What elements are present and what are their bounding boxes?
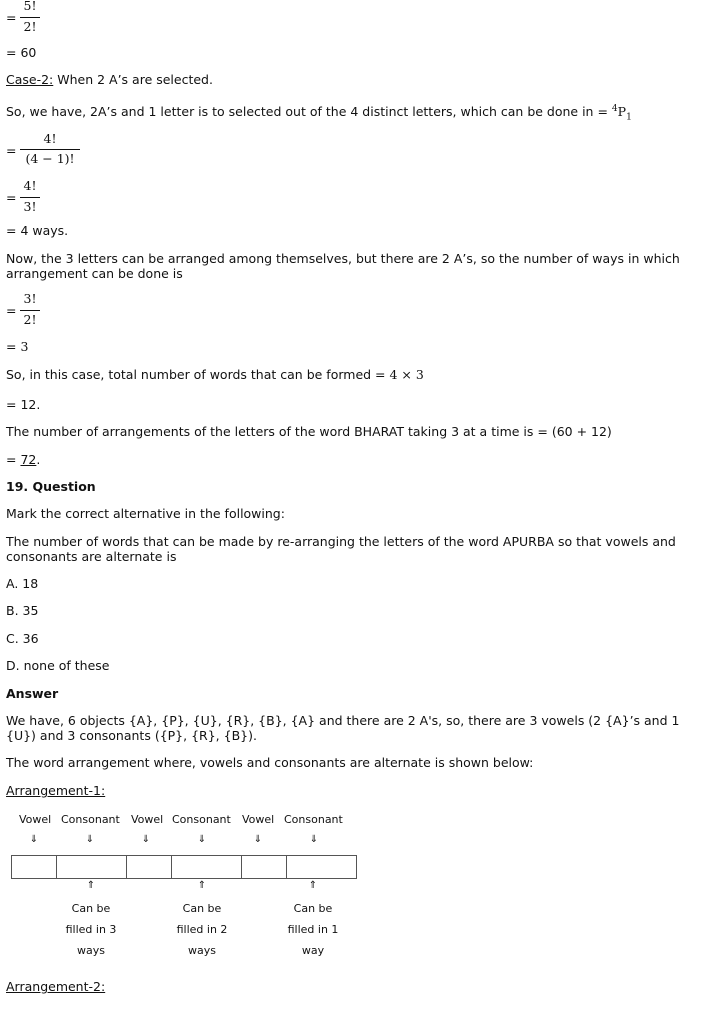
- note-line: Can be: [71, 902, 111, 915]
- fraction-bar: [20, 310, 40, 311]
- denominator: 2!: [23, 312, 37, 327]
- total-words-line: [6, 367, 424, 382]
- result-60: = 60: [6, 45, 37, 60]
- denominator: 3!: [23, 199, 37, 214]
- fraction-4-over-4-minus-1: [6, 130, 86, 170]
- header-consonant-3: Consonant: [284, 813, 343, 826]
- total-text: So, in this case, total number of words that can be formed: [6, 367, 376, 382]
- fraction-bar: [20, 197, 40, 198]
- numerator: 4!: [43, 131, 57, 146]
- header-vowel-3: Vowel: [242, 813, 275, 826]
- down-arrow-icon: ⇓: [197, 834, 207, 845]
- down-arrow-icon: ⇓: [253, 834, 263, 845]
- numerator: 5!: [23, 0, 37, 13]
- option-c: C. 36: [6, 631, 39, 646]
- case2-text: When 2 A’s are selected.: [53, 72, 213, 87]
- option-d: D. none of these: [6, 658, 110, 673]
- down-arrow-icon: ⇓: [29, 834, 39, 845]
- note-line: ways: [188, 944, 216, 957]
- down-arrow-icon: ⇓: [141, 834, 151, 845]
- final-equals: =: [6, 452, 21, 467]
- option-a: A. 18: [6, 576, 39, 591]
- note-line: filled in 3: [65, 923, 117, 936]
- equals-sign: =: [6, 143, 17, 158]
- case2-heading: Case-2:: [6, 72, 54, 87]
- note-consonant-1: [46, 898, 136, 961]
- fraction-3-over-2: [6, 291, 46, 327]
- fraction-bar: [20, 17, 40, 18]
- perm-letter: P: [617, 104, 627, 120]
- up-arrow-icon: ⇑: [308, 880, 318, 891]
- arrangement-text: Now, the 3 letters can be arranged among themselves, but there are 2 A’s, so the number of ways in which arrangement can be done is: [6, 251, 680, 281]
- perm-4p1: [611, 104, 632, 123]
- result-4-ways: = 4 ways.: [6, 223, 69, 238]
- slot-1: [11, 855, 57, 879]
- fraction-bar: [20, 149, 80, 150]
- final-result: [6, 452, 40, 467]
- total-math: = 4 × 3: [375, 367, 424, 382]
- equals-sign: =: [6, 10, 17, 25]
- result-3: = 3: [6, 339, 29, 354]
- note-line: Can be: [293, 902, 333, 915]
- option-b: B. 35: [6, 603, 39, 618]
- header-vowel-1: Vowel: [19, 813, 52, 826]
- down-arrow-icon: ⇓: [85, 834, 95, 845]
- header-vowel-2: Vowel: [131, 813, 164, 826]
- question-text: The number of words that can be made by re-arranging the letters of the word APURBA so that vowels and consonants are alternate is: [6, 534, 676, 564]
- perm-pre: 4: [611, 104, 618, 114]
- note-consonant-3: [268, 898, 358, 961]
- numerator: 4!: [23, 178, 37, 193]
- slot-6: [286, 855, 357, 879]
- case2-line: [6, 72, 213, 87]
- note-line: ways: [77, 944, 105, 957]
- up-arrow-icon: ⇑: [197, 880, 207, 891]
- equals-sign: =: [6, 190, 17, 205]
- slot-row: [12, 855, 357, 879]
- note-consonant-2: [157, 898, 247, 961]
- perm-sub: 1: [626, 112, 632, 123]
- case2-desc-text: So, we have, 2A’s and 1 letter is to selected out of the 4 distinct letters, which can be done in =: [6, 104, 612, 120]
- arrangement-2-title: Arrangement-2:: [6, 979, 106, 994]
- down-arrow-icon: ⇓: [309, 834, 319, 845]
- slot-4: [171, 855, 242, 879]
- slot-2: [56, 855, 127, 879]
- denominator: (4 − 1)!: [25, 151, 75, 166]
- slot-3: [126, 855, 172, 879]
- note-line: way: [301, 944, 325, 957]
- final-value: 72: [20, 452, 37, 467]
- note-line: Can be: [182, 902, 222, 915]
- question-title: 19. Question: [6, 479, 96, 494]
- question-instruction: Mark the correct alternative in the following:: [6, 506, 285, 521]
- slot-5: [241, 855, 287, 879]
- arrangement-1-title: Arrangement-1:: [6, 783, 106, 798]
- note-line: filled in 2: [176, 923, 228, 936]
- case2-description: [6, 102, 632, 126]
- denominator: 2!: [23, 19, 37, 34]
- up-arrow-icon: ⇑: [86, 880, 96, 891]
- result-12: = 12.: [6, 397, 41, 412]
- header-consonant-2: Consonant: [172, 813, 231, 826]
- fraction-5-over-2: [6, 0, 46, 36]
- equals-sign: =: [6, 303, 17, 318]
- fraction-4-over-3: [6, 178, 46, 214]
- numerator: 3!: [23, 291, 37, 306]
- bharat-arrangements: The number of arrangements of the letters of the word BHARAT taking 3 at a time is = (60 + 12): [6, 424, 612, 439]
- note-line: filled in 1: [287, 923, 339, 936]
- answer-title: Answer: [6, 686, 59, 701]
- answer-text: We have, 6 objects {A}, {P}, {U}, {R}, {B}, {A} and there are 2 A's, so, there are 3 vowels (2 {A}’s and 1 {U}) and 3 consonants ({P}, {R}, {B}).: [6, 713, 680, 743]
- header-consonant-1: Consonant: [61, 813, 120, 826]
- answer-text-2: The word arrangement where, vowels and consonants are alternate is shown below:: [6, 755, 534, 770]
- final-period: .: [36, 452, 41, 467]
